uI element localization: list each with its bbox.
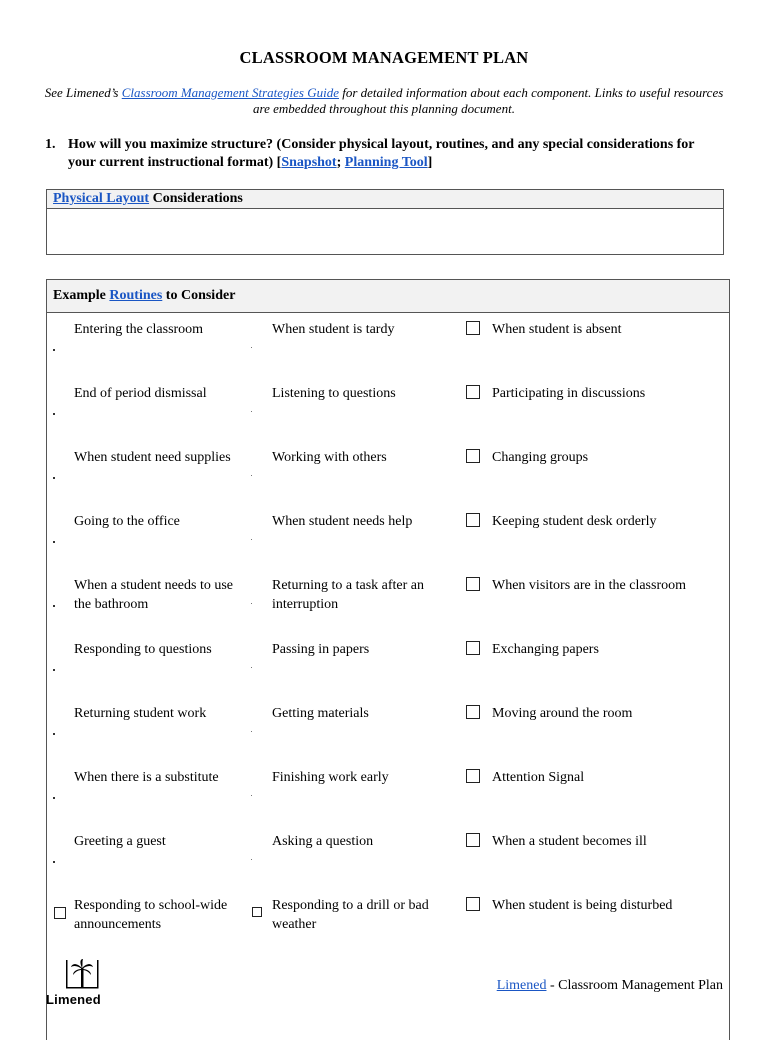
routine-label: Responding to school-wide announcements: [74, 898, 228, 932]
routine-label: When student is tardy: [272, 322, 395, 337]
physical-layout-link[interactable]: Physical Layout: [53, 191, 150, 206]
bullet-mark: [53, 349, 55, 351]
routine-label: When student is absent: [492, 322, 622, 337]
bullet-mark: [53, 797, 55, 799]
routine-row: [47, 640, 729, 704]
routine-label: End of period dismissal: [74, 386, 207, 401]
intro-text-before: See Limened’s: [44, 85, 122, 100]
routine-label: Asking a question: [272, 834, 374, 849]
routine-label: Going to the office: [74, 514, 180, 529]
intro-paragraph: [40, 85, 728, 117]
routine-label: Returning student work: [74, 706, 207, 721]
strategies-guide-link[interactable]: Classroom Management Strategies Guide: [121, 85, 339, 100]
routine-label: Listening to questions: [272, 386, 396, 401]
bullet-mark: [251, 667, 252, 668]
routine-label: When student is being disturbed: [492, 898, 673, 913]
routine-checkbox[interactable]: [466, 769, 480, 783]
routine-checkbox[interactable]: [466, 385, 480, 399]
bullet-mark: [53, 605, 55, 607]
physical-layout-header-rest: Considerations: [149, 191, 243, 206]
routine-row: [47, 832, 729, 896]
bullet-mark: [53, 413, 55, 415]
routines-header: [47, 280, 729, 313]
bullet-mark: [251, 795, 252, 796]
routine-checkbox[interactable]: [54, 907, 66, 919]
routine-label: When a student becomes ill: [492, 834, 647, 849]
routine-label: Getting materials: [272, 706, 369, 721]
routine-label: Attention Signal: [492, 770, 585, 785]
routine-label: Responding to a drill or bad weather: [272, 898, 429, 932]
routines-header-post: to Consider: [162, 288, 236, 303]
routine-row: [47, 448, 729, 512]
routine-label: When there is a substitute: [74, 770, 219, 785]
planning-tool-link[interactable]: Planning Tool: [344, 155, 428, 170]
routine-checkbox[interactable]: [466, 513, 480, 527]
routine-label: When a student needs to use the bathroom: [74, 578, 234, 612]
routine-checkbox[interactable]: [466, 321, 480, 335]
routine-checkbox[interactable]: [252, 907, 262, 917]
routine-label: Keeping student desk orderly: [492, 514, 657, 529]
question-separator: ;: [336, 155, 345, 170]
physical-layout-header: [47, 190, 723, 209]
routine-label: Entering the classroom: [74, 322, 204, 337]
bullet-mark: [251, 475, 252, 476]
routine-row: [47, 768, 729, 832]
routine-checkbox[interactable]: [466, 449, 480, 463]
footer-caption-rest: - Classroom Management Plan: [546, 978, 723, 993]
bullet-mark: [251, 411, 252, 412]
routines-header-pre: Example: [53, 288, 110, 303]
routine-label: Greeting a guest: [74, 834, 166, 849]
routine-label: Finishing work early: [272, 770, 389, 785]
routine-label: Working with others: [272, 450, 387, 465]
routine-label: Returning to a task after an interruption: [272, 578, 425, 612]
routine-label: Passing in papers: [272, 642, 370, 657]
footer-limened-link[interactable]: Limened: [496, 978, 547, 993]
intro-text-after: for detailed information about each component. Links to useful resources are embedded throughout this planning document.: [253, 85, 724, 116]
bullet-mark: [53, 861, 55, 863]
routine-row: [47, 384, 729, 448]
routine-checkbox[interactable]: [466, 577, 480, 591]
routine-checkbox[interactable]: [466, 705, 480, 719]
routine-row: [47, 320, 729, 384]
bullet-mark: [53, 541, 55, 543]
logo-wordmark: Limened: [46, 992, 101, 1007]
routine-label: Exchanging papers: [492, 642, 599, 657]
palm-tree-icon: [64, 958, 104, 992]
bullet-mark: [251, 603, 252, 604]
limened-logo: [46, 958, 116, 1008]
routine-label: When visitors are in the classroom: [492, 578, 687, 593]
routine-label: When student need supplies: [74, 450, 231, 465]
physical-layout-box: [46, 189, 724, 255]
bullet-mark: [251, 347, 252, 348]
page-title: CLASSROOM MANAGEMENT PLAN: [239, 48, 529, 67]
question-close-bracket: ]: [427, 155, 433, 170]
routine-checkbox[interactable]: [466, 641, 480, 655]
routine-row: [47, 896, 729, 960]
question-text: [68, 136, 725, 172]
routine-row: [47, 512, 729, 576]
bullet-mark: [251, 539, 252, 540]
routines-box: [46, 279, 730, 1040]
bullet-mark: [53, 733, 55, 735]
routine-label: Changing groups: [492, 450, 589, 465]
routines-link[interactable]: Routines: [109, 288, 163, 303]
routine-label: Moving around the room: [492, 706, 633, 721]
routine-label: When student needs help: [272, 514, 413, 529]
question-body: How will you maximize structure? (Consider physical layout, routines, and any special considerations for your current instructional format) [: [68, 137, 695, 170]
routine-label: Responding to questions: [74, 642, 212, 657]
bullet-mark: [53, 669, 55, 671]
routine-checkbox[interactable]: [466, 897, 480, 911]
footer-caption: [497, 978, 723, 994]
bullet-mark: [251, 859, 252, 860]
question-1: [45, 136, 725, 172]
snapshot-link[interactable]: Snapshot: [281, 155, 337, 170]
routine-label: Participating in discussions: [492, 386, 646, 401]
bullet-mark: [251, 731, 252, 732]
routine-checkbox[interactable]: [466, 833, 480, 847]
question-number: 1.: [45, 137, 56, 152]
routine-row: [47, 704, 729, 768]
physical-layout-input[interactable]: [47, 209, 723, 253]
bullet-mark: [53, 477, 55, 479]
routine-row: [47, 576, 729, 640]
